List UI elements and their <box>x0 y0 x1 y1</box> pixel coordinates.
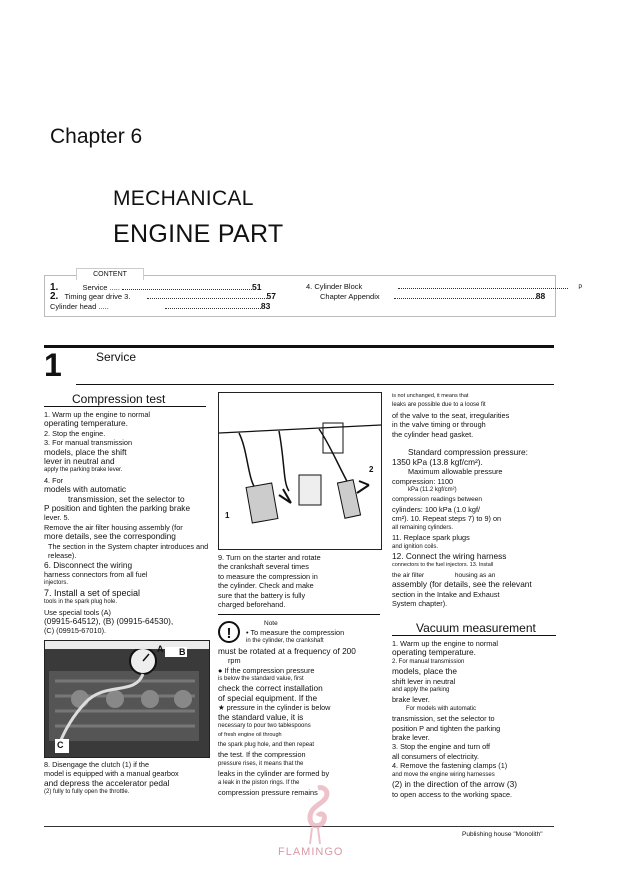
text-line: (2) fully to fully open the throttle. <box>44 789 130 796</box>
text-line: in the valve timing or through <box>392 420 486 430</box>
toc-page: 88 <box>535 291 546 301</box>
text-line: lever in neutral and <box>44 456 115 467</box>
title-line-1: MECHANICAL <box>113 187 254 210</box>
text-line: operating temperature. <box>44 418 128 429</box>
text-line: and move the engine wiring harnesses <box>392 771 495 778</box>
text-line: (09915-64512), (B) (09915-64530), <box>44 615 174 626</box>
fig-label-a: A <box>157 644 164 654</box>
text-line: leaks are possible due to a loose fit <box>392 402 486 409</box>
text-line: the crankshaft several times <box>218 562 309 572</box>
text-line: leaks in the cylinder are formed by <box>218 769 330 779</box>
text-line: 4. For <box>44 475 64 485</box>
toc-page: 51 <box>252 282 262 292</box>
text-line: 9. Turn on the starter and rotate <box>218 553 321 562</box>
right-column-text <box>392 392 556 608</box>
compression-steps <box>44 410 212 636</box>
step-9 <box>218 553 386 609</box>
toc-entry-4[interactable] <box>306 282 582 291</box>
text-line: model is equipped with a manual gearbox <box>44 769 179 779</box>
text-line: check the correct installation <box>218 683 323 694</box>
text-line: and apply the parking <box>392 687 450 694</box>
toc-page: 83 <box>260 301 271 311</box>
text-line: lever. 5. <box>44 513 70 523</box>
text-line: P position and tighten the parking brake <box>44 503 191 514</box>
text-line: 2. For manual transmission <box>392 658 465 665</box>
engine-illustration <box>45 641 209 757</box>
text-line: the cylinder. Check and make <box>218 581 314 591</box>
text-line: necessary to pour two tablespoons <box>218 723 311 730</box>
text-line: more details, see the corresponding <box>44 531 176 542</box>
text-line: all remaining cylinders. <box>392 524 454 531</box>
text-line: The section in the System chapter introduces and <box>48 541 209 551</box>
text-line: pressure rises, it means that the <box>218 760 304 767</box>
toc-page: 57 <box>266 291 276 301</box>
text-line: in the cylinder, the crankshaft <box>246 638 324 645</box>
publisher-label: Publishing house "Monolith" <box>462 831 543 838</box>
text-line: transmission, set the selector to <box>392 714 495 724</box>
text-line: and ignition coils. <box>392 543 439 550</box>
compression-gauge-figure <box>44 640 210 758</box>
text-line: the air filter housing as an <box>392 571 496 579</box>
text-line: Maximum allowable pressure <box>408 467 503 477</box>
text-line: (2) in the direction of the arrow (3) <box>392 779 517 790</box>
text-line: Use special tools (A) <box>44 607 111 617</box>
text-line: models, place the shift <box>44 446 127 457</box>
text-line: tools in the spark plug hole. <box>44 599 118 606</box>
pedals-illustration <box>219 393 381 549</box>
text-line: 1. Warm up the engine to normal <box>44 410 150 419</box>
text-line: brake lever. <box>392 733 430 743</box>
toc-text: 4. Cylinder Block <box>306 282 363 291</box>
text-line: injectors. <box>44 580 69 587</box>
text-line: apply the parking brake lever. <box>44 467 123 474</box>
fig-label-c: C <box>57 740 64 750</box>
text-line: charged beforehand. <box>218 600 286 610</box>
fig-label-b: B <box>179 647 186 657</box>
text-line: 12. Connect the wiring harness <box>392 550 507 561</box>
pedals-figure <box>218 392 382 550</box>
title-line-2: ENGINE PART <box>113 220 284 248</box>
text-line: cm²). 10. Repeat steps 7) to 9) on <box>392 514 502 524</box>
section-number: 1 <box>44 347 62 383</box>
text-line: compression readings between <box>392 496 482 504</box>
toc-text: Chapter Appendix <box>320 292 380 301</box>
text-line: For models with automatic <box>406 705 477 712</box>
text-line: shift lever in neutral <box>392 676 456 686</box>
text-line: 11. Replace spark plugs <box>392 533 470 543</box>
vacuum-measurement-heading: Vacuum measurement <box>416 621 536 635</box>
text-line: 8. Disengage the clutch (1) if the <box>44 760 150 769</box>
step-8 <box>44 760 212 798</box>
note-text <box>218 628 386 797</box>
text-line: (C) (09915-67010). <box>44 626 107 636</box>
text-line: 7. Install a set of special <box>44 587 141 598</box>
vacuum-steps <box>392 639 556 799</box>
toc-page: P <box>578 285 583 291</box>
text-line: ● If the compression pressure <box>218 665 315 675</box>
text-line: operating temperature. <box>392 647 476 658</box>
chapter-label: Chapter 6 <box>50 125 143 148</box>
section-underline <box>76 384 554 385</box>
text-line: 3. Stop the engine and turn off <box>392 742 491 752</box>
text-line: release). <box>48 551 77 561</box>
text-line: harness connectors from all fuel <box>44 569 148 579</box>
text-line: the test. If the compression <box>218 750 306 760</box>
text-line: 3. For manual transmission <box>44 438 133 448</box>
text-line: section in the Intake and Exhaust <box>392 589 500 599</box>
fig-label-2: 2 <box>369 465 374 474</box>
toc-text: Service ..... <box>82 283 120 292</box>
text-line: 1350 kPa (13.8 kgf/cm²). <box>392 456 483 467</box>
vacuum-heading-rule <box>392 635 556 636</box>
text-line: brake lever. <box>392 695 430 705</box>
text-line: System chapter). <box>392 598 448 608</box>
toc-text: Timing gear drive 3. <box>64 292 131 301</box>
text-line: to measure the compression in <box>218 571 318 581</box>
text-line: a leak in the piston rings. If the <box>218 779 300 786</box>
compression-test-heading: Compression test <box>72 392 166 406</box>
text-line: the standard value, it is <box>218 711 304 722</box>
section-title: Service <box>96 350 137 364</box>
text-line: • To measure the compression <box>246 628 345 637</box>
contents-label: CONTENT <box>76 268 144 280</box>
text-line: models with automatic <box>44 484 127 495</box>
text-line: 1. Warm up the engine to normal <box>392 639 498 648</box>
text-line: Standard compression pressure: <box>408 447 528 458</box>
text-line: assembly (for details, see the relevant <box>392 579 532 590</box>
note-rule <box>218 614 380 615</box>
toc-text: Cylinder head ..... <box>50 302 109 311</box>
text-line: ★ pressure in the cylinder is below <box>218 703 331 713</box>
text-line: models, place the <box>392 666 458 677</box>
note-label: Note <box>264 620 278 627</box>
text-line: compression pressure remains <box>218 787 318 797</box>
text-line: 4. Remove the fastening clamps (1) <box>392 761 508 771</box>
text-line: of fresh engine oil through <box>218 732 282 739</box>
text-line: the spark plug hole, and then repeat <box>218 741 315 748</box>
text-line: rpm <box>228 656 241 666</box>
heading-rule <box>44 406 206 407</box>
toc-entry-5[interactable] <box>320 291 545 301</box>
text-line: compression: 1100 <box>392 476 454 486</box>
toc-number: 1. <box>50 282 59 293</box>
text-line: position P and tighten the parking <box>392 723 501 733</box>
text-line: is below the standard value, first <box>218 676 304 683</box>
text-line: to open access to the working space. <box>392 789 513 799</box>
text-line: all consumers of electricity. <box>392 751 480 761</box>
text-line: sure that the battery is fully <box>218 590 306 600</box>
watermark-text: FLAMINGO <box>278 846 344 858</box>
text-line: connectors to the fuel injectors. 13. Install <box>392 562 494 569</box>
text-line: of special equipment. If the <box>218 692 318 703</box>
warning-icon: ! <box>218 621 240 643</box>
toc-entry-3[interactable] <box>50 301 270 311</box>
text-line: Remove the air filter housing assembly (for <box>44 522 183 532</box>
section-rule <box>44 345 554 348</box>
text-line: of the valve to the seat, irregularities <box>392 410 510 420</box>
text-line: is not unchanged, it means that <box>392 393 469 399</box>
text-line: kPa (11.2 kgf/cm²) <box>408 487 457 494</box>
text-line: must be rotated at a frequency of 200 <box>218 645 356 656</box>
text-line: transmission, set the selector to <box>68 493 185 504</box>
text-line: 6. Disconnect the wiring <box>44 559 133 570</box>
text-line: cylinders: 100 kPa (1.0 kgf/ <box>392 504 481 514</box>
text-line: and depress the accelerator pedal <box>44 777 170 788</box>
toc-number: 2. <box>50 291 59 302</box>
fig-label-1: 1 <box>225 511 230 520</box>
text-line: the cylinder head gasket. <box>392 429 474 439</box>
flamingo-logo-icon <box>290 784 340 846</box>
text-line: 2. Stop the engine. <box>44 428 106 438</box>
